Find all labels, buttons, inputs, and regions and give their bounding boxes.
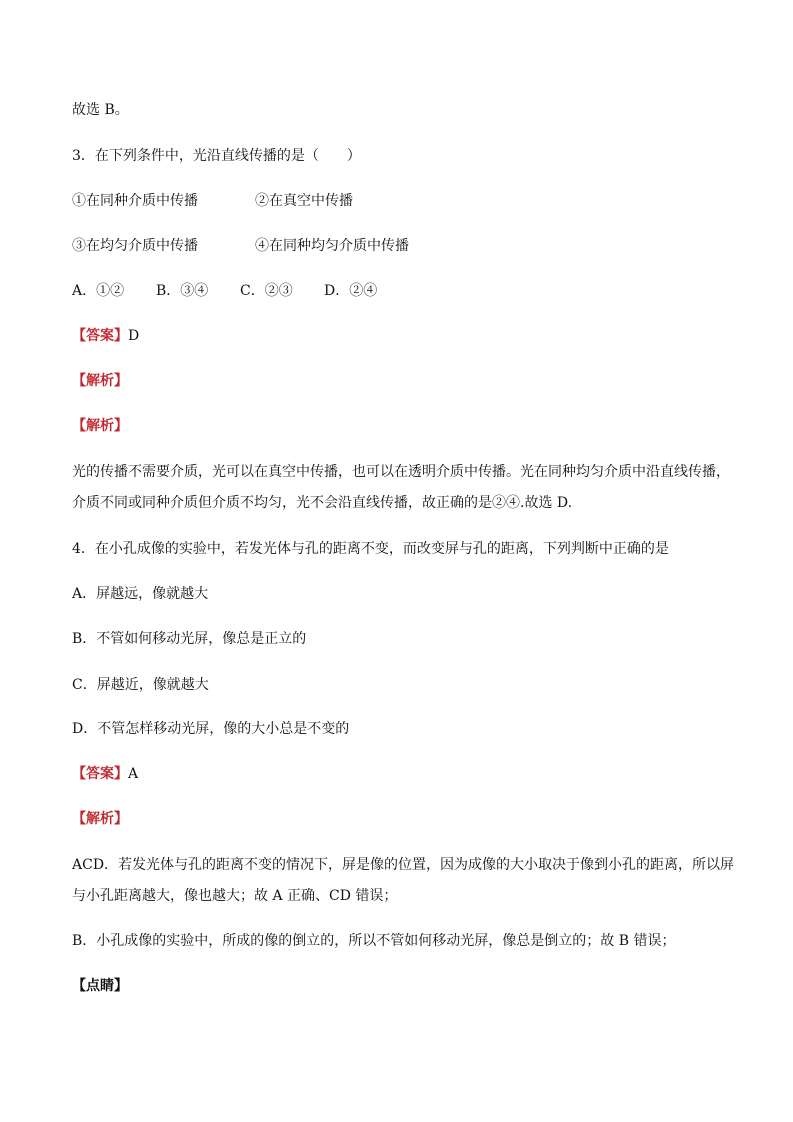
question-3-options bbox=[72, 281, 377, 301]
answer-4 bbox=[72, 764, 138, 784]
option-d: D．②④ bbox=[324, 283, 378, 299]
explanation-4-line-3: B．小孔成像的实验中，所成的像的倒立的，所以不管如何移动光屏，像总是倒立的；故 B 错误； bbox=[72, 933, 676, 949]
question-4-option-c: C．屏越近，像就越大 bbox=[72, 677, 209, 693]
condition-3: ③在均匀介质中传播 bbox=[72, 238, 198, 254]
explanation-3-line-2: 介质不同或同种介质但介质不均匀，光不会沿直线传播，故正确的是②④.故选 D. bbox=[72, 495, 573, 511]
conclusion-previous: 故选 B。 bbox=[72, 102, 129, 118]
question-4-stem: 4．在小孔成像的实验中，若发光体与孔的距离不变，而改变屏与孔的距离，下列判断中正确的是 bbox=[72, 541, 669, 557]
condition-2: ②在真空中传播 bbox=[255, 193, 353, 209]
answer-3 bbox=[72, 326, 139, 346]
analysis-label-2: 【解析】 bbox=[72, 418, 128, 434]
analysis-label-3: 【解析】 bbox=[72, 811, 128, 827]
answer-label: 【答案】 bbox=[72, 766, 128, 782]
answer-label: 【答案】 bbox=[72, 328, 128, 344]
option-a: A．①② bbox=[72, 283, 125, 299]
question-4-option-b: B．不管如何移动光屏，像总是正立的 bbox=[72, 631, 307, 647]
question-4-option-d: D．不管怎样移动光屏，像的大小总是不变的 bbox=[72, 721, 350, 737]
explanation-4-line-2: 与小孔距离越大，像也越大；故 A 正确、CD 错误； bbox=[72, 888, 398, 904]
question-4-option-a: A．屏越远，像就越大 bbox=[72, 586, 209, 602]
question-3-stem: 3．在下列条件中，光沿直线传播的是（ ） bbox=[72, 148, 361, 164]
analysis-label-1: 【解析】 bbox=[72, 373, 128, 389]
condition-4: ④在同种均匀介质中传播 bbox=[255, 238, 409, 254]
question-3-conditions-row-2 bbox=[72, 236, 409, 256]
question-3-conditions-row-1 bbox=[72, 191, 353, 211]
answer-value: D bbox=[128, 328, 140, 344]
remarks-label: 【点睛】 bbox=[72, 978, 128, 994]
explanation-4-line-1: ACD．若发光体与孔的距离不变的情况下，屏是像的位置，因为成像的大小取决于像到小孔的距离，所以屏 bbox=[72, 857, 735, 873]
condition-1: ①在同种介质中传播 bbox=[72, 193, 198, 209]
option-b: B．③④ bbox=[156, 283, 209, 299]
answer-value: A bbox=[128, 766, 139, 782]
explanation-3-line-1: 光的传播不需要介质，光可以在真空中传播，也可以在透明介质中传播。光在同种均匀介质中沿直线传播， bbox=[72, 464, 730, 480]
option-c: C．②③ bbox=[240, 283, 293, 299]
